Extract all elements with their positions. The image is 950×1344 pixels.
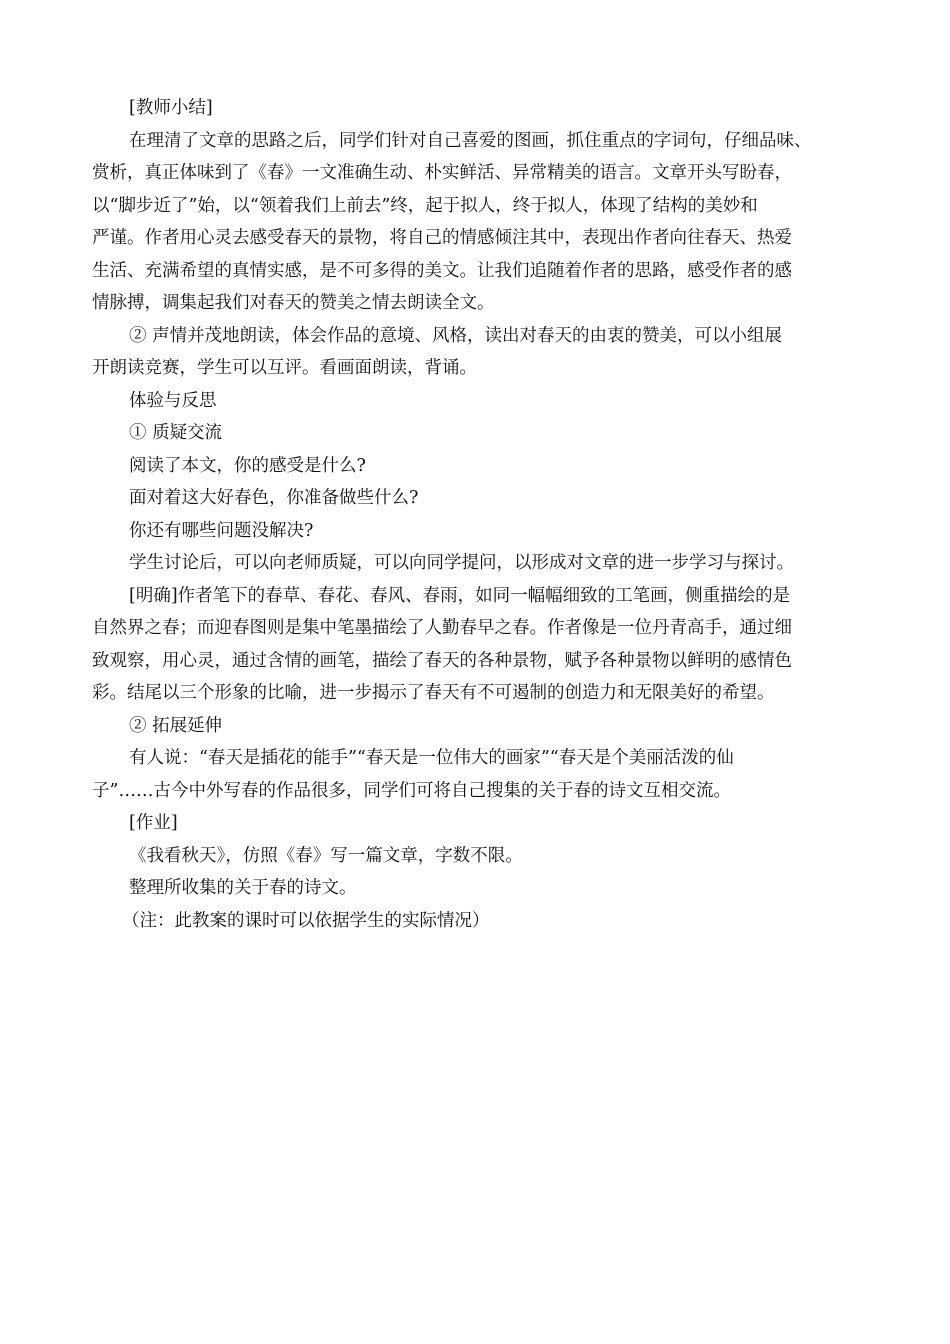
question-heading: ① 质疑交流 xyxy=(129,423,223,443)
question-item: 你还有哪些问题没解决? xyxy=(129,520,314,541)
homework-item: 整理所收集的关于春的诗文。 xyxy=(129,878,357,898)
reading-paragraph xyxy=(92,320,872,385)
extension-paragraph xyxy=(92,742,872,807)
summary-line: 严谨。作者用心灵去感受春天的景物，将自己的情感倾注其中，表现出作者向往春天、热爱 xyxy=(92,228,792,248)
summary-line: 生活、充满希望的真情实感，是不可多得的美文。让我们追随着作者的思路，感受作者的感 xyxy=(92,260,792,281)
homework-heading: [作业] xyxy=(129,813,178,833)
summary-paragraph xyxy=(92,125,872,320)
clarify-line: [明确]作者笔下的春草、春花、春风、春雨，如同一幅幅细致的工笔画，侧重描绘的是 xyxy=(129,585,791,606)
summary-line: 以“脚步近了”始，以“领着我们上前去”终，起于拟人，终于拟人，体现了结构的美妙和 xyxy=(92,195,758,216)
extension-line: 有人说：“春天是插花的能手”“春天是一位伟大的画家”“春天是个美丽活泼的仙 xyxy=(129,748,734,768)
teacher-summary-heading: [教师小结] xyxy=(129,98,213,118)
document-page xyxy=(92,92,872,937)
clarify-line: 致观察，用心灵，通过含情的画笔，描绘了春天的各种景物，赋予各种景物以鲜明的感情色 xyxy=(92,650,792,671)
summary-line: 情脉搏，调集起我们对春天的赞美之情去朗读全文。 xyxy=(92,293,495,313)
clarify-paragraph xyxy=(92,580,872,710)
experience-heading: 体验与反思 xyxy=(129,390,217,411)
summary-line: 在理清了文章的思路之后，同学们针对自己喜爱的图画，抓住重点的字词句，仔细品味、 xyxy=(129,130,812,151)
clarify-line: 彩。结尾以三个形象的比喻，进一步揭示了春天有不可遏制的创造力和无限美好的希望。 xyxy=(92,683,775,703)
question-item: 面对着这大好春色，你准备做些什么? xyxy=(129,488,419,508)
discussion-text: 学生讨论后，可以向老师质疑，可以向同学提问，以形成对文章的进一步学习与探讨。 xyxy=(129,553,794,573)
clarify-line: 自然界之春；而迎春图则是集中笔墨描绘了人勤春早之春。作者像是一位丹青高手，通过细 xyxy=(92,618,792,638)
lesson-note: （注：此教案的课时可以依据学生的实际情况） xyxy=(122,910,490,931)
homework-item: 《我看秋天》，仿照《春》写一篇文章，字数不限。 xyxy=(129,845,523,866)
extension-heading: ② 拓展延伸 xyxy=(129,715,223,736)
summary-line: 赏析，真正体味到了《春》一文准确生动、朴实鲜活、异常精美的语言。文章开头写盼春， xyxy=(92,163,792,183)
extension-line: 子”……古今中外写春的作品很多，同学们可将自己搜集的关于春的诗文互相交流。 xyxy=(92,780,731,801)
question-item: 阅读了本文，你的感受是什么? xyxy=(129,455,366,476)
reading-line: ② 声情并茂地朗读，体会作品的意境、风格，读出对春天的由衷的赞美，可以小组展 xyxy=(129,325,783,346)
reading-line: 开朗读竞赛，学生可以互评。看画面朗读，背诵。 xyxy=(92,358,477,378)
